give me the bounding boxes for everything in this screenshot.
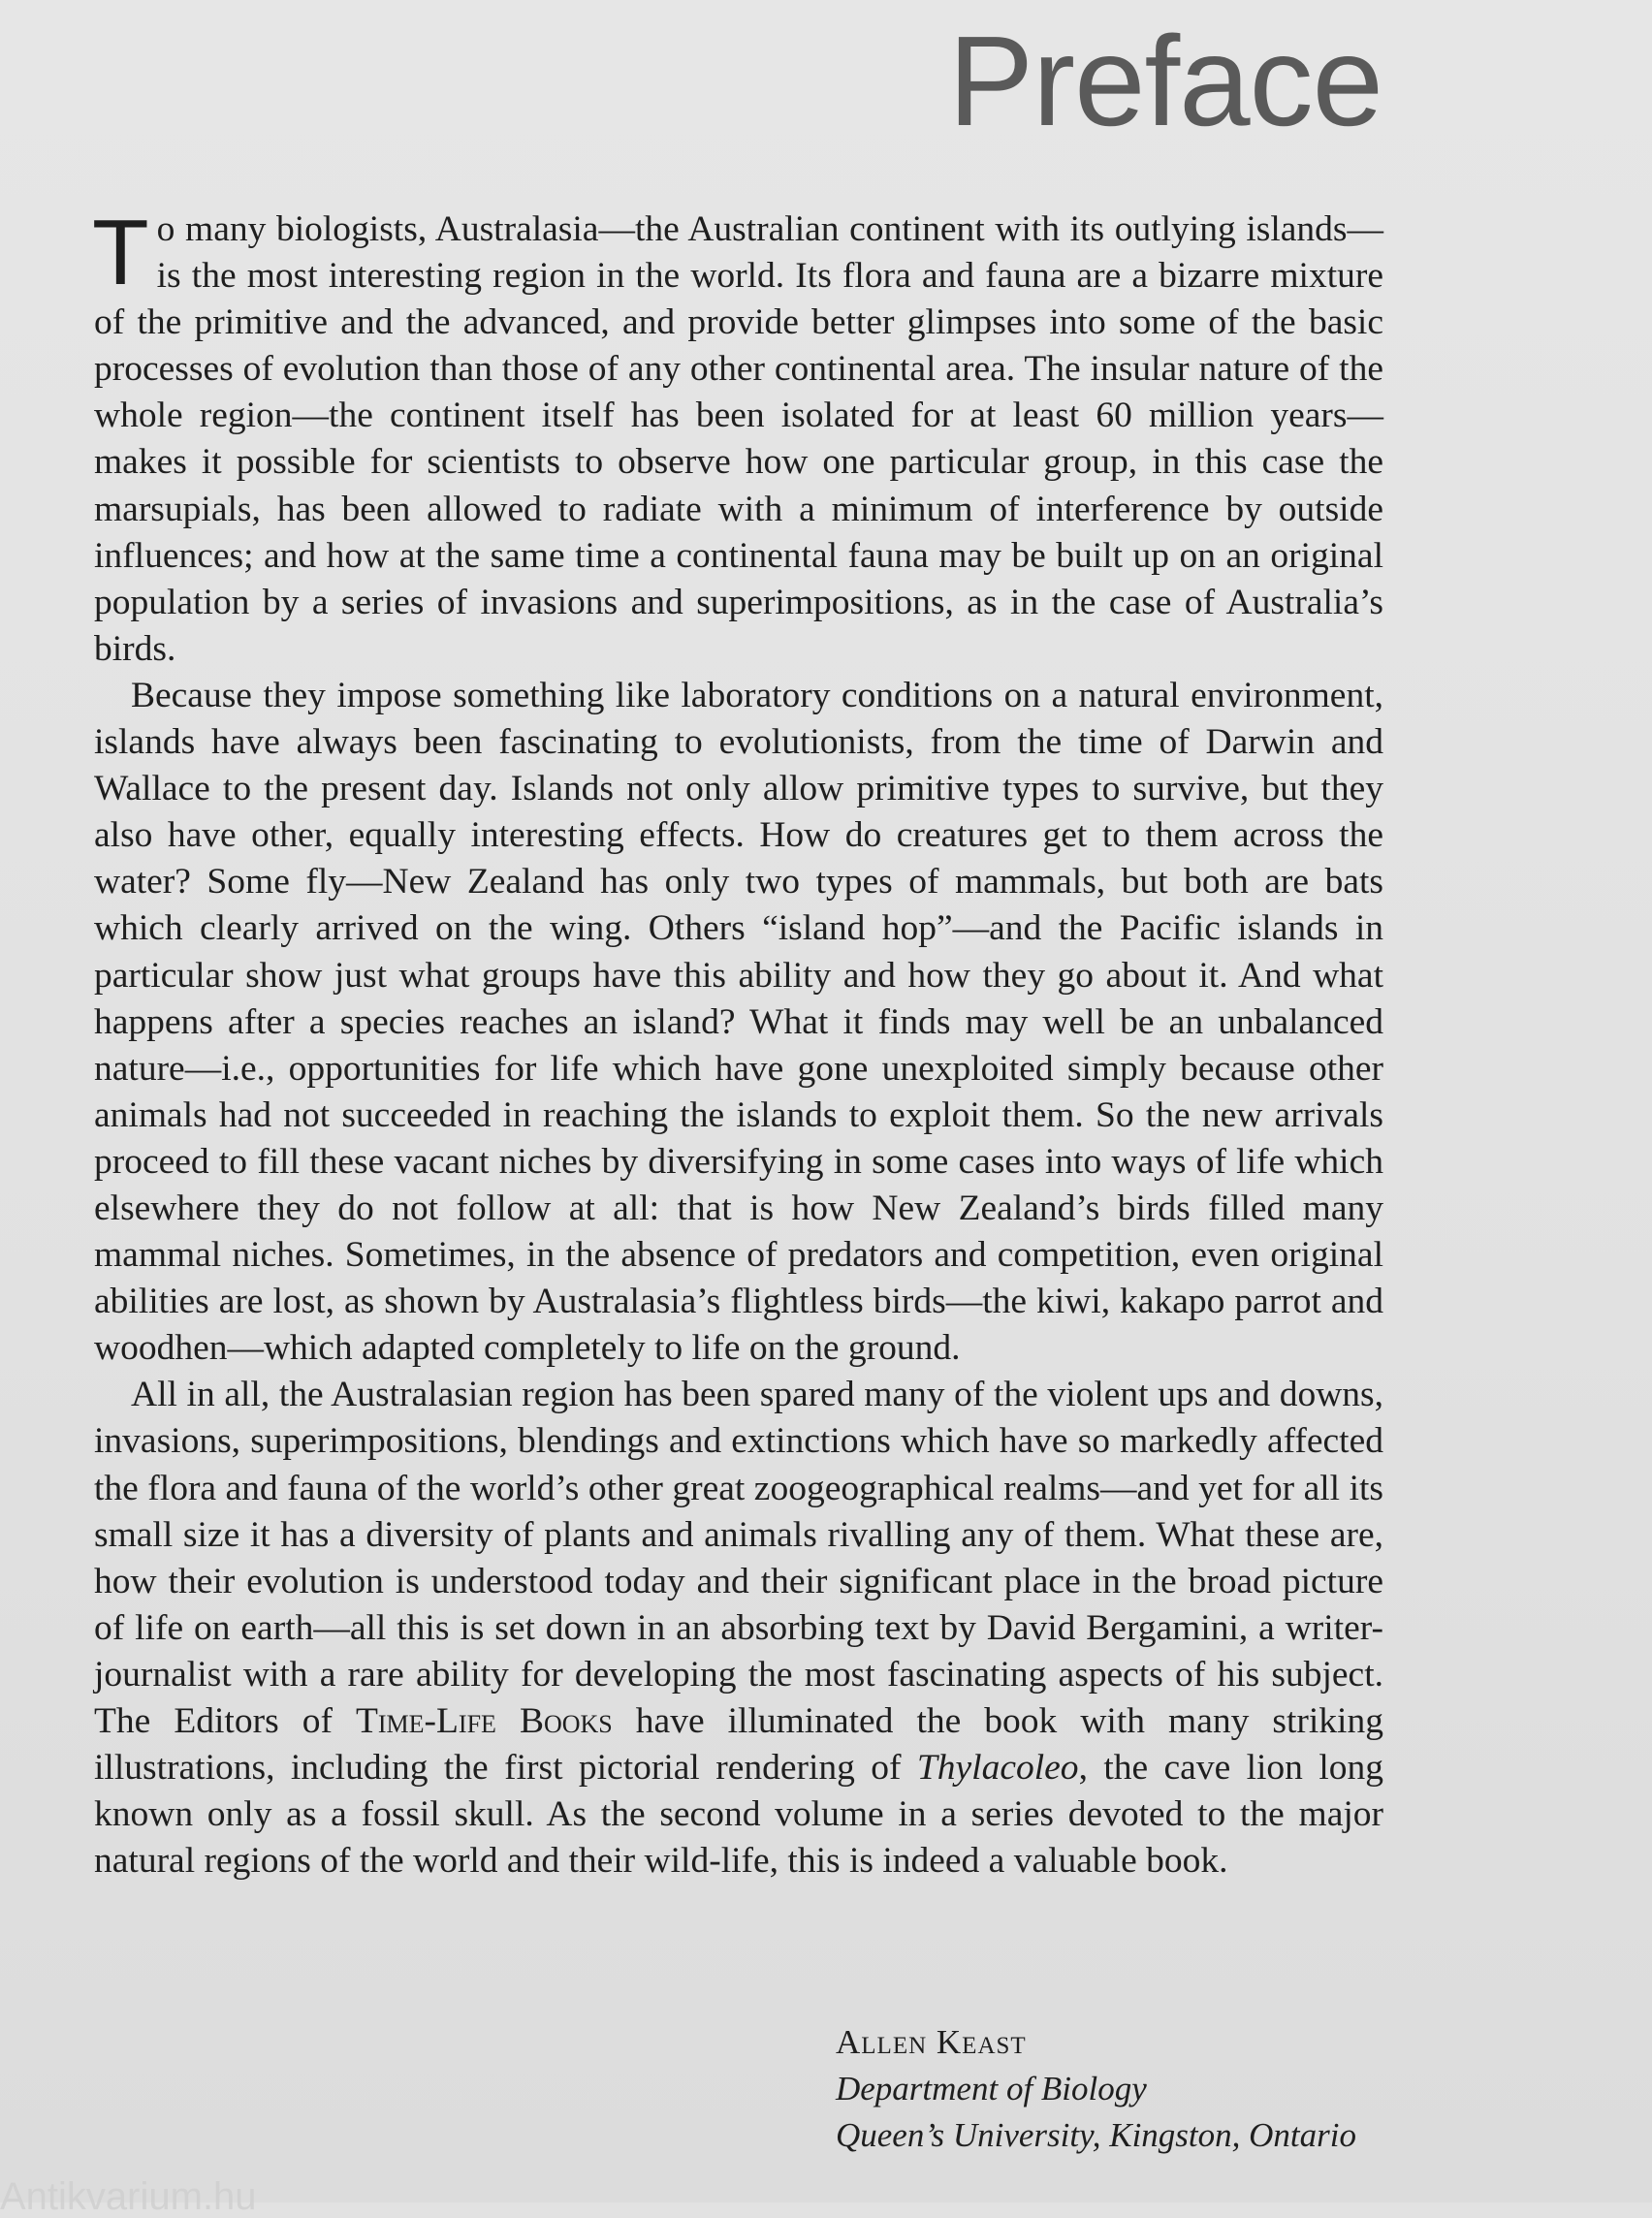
- paragraph-3: [94, 1372, 1383, 1885]
- author-affiliation: Queen’s University, Kingston, Ontario: [836, 2116, 1356, 2154]
- author-location: Kingston, Ontario: [1109, 2116, 1356, 2154]
- author-university: Queen’s University: [836, 2116, 1093, 2154]
- page-title: Preface: [948, 10, 1382, 152]
- species-name: Thylacoleo: [916, 1748, 1079, 1789]
- paragraph-3-text-before: All in all, the Australasian region has been spared many of the violent ups and downs, invasions, superimpositions, blendings and extinctions which have so markedly affected the flora and fauna of the world’s other great zoogeographical realms—and yet for all its small size it has a diversity of plants and animals rivalling any of them. What these are, how their evolution is understood today and their significant place in the broad picture of life on earth—all this is set down in an absorbing text by David Bergamini, a writer-journalist with a rare ability for developing the most fascinating aspects of his subject. The Editors of: [94, 1375, 1383, 1741]
- watermark: Antikvarium.hu: [0, 2175, 257, 2218]
- paragraph-2: Because they impose something like laboratory conditions on a natural environment, islands have always been fascinating to evolutionists, from the time of Darwin and Wallace to the present day. Islands not only allow primitive types to survive, but they also have other, equally interesting effects. How do creatures get to them across the water? Some fly—New Zealand has only two types of mammals, but both are bats which clearly arrived on the wing. Others “island hop”—and the Pacific islands in particular show just what groups have this ability and how they go about it. And what happens after a species reaches an island? What it finds may well be an unbalanced nature—i.e., opportunities for life which have gone unexploited simply because other animals had not succeeded in reaching the islands to exploit them. So the new arrivals proceed to fill these vacant niches by diversifying in some cases into ways of life which elsewhere they do not follow at all: that is how New Zealand’s birds filled many mammal niches. Sometimes, in the absence of predators and competition, even original abilities are lost, as shown by Australasia’s flightless birds—the kiwi, kakapo parrot and woodhen—which adapted completely to life on the ground.: [94, 675, 1383, 1369]
- paragraph-1-text: o many biologists, Australasia—the Australian continent with its outlying islands—is the most interesting region in the world. Its flora and fauna are a bizarre mixture of the primitive and the advanced, and provide better glimpses into some of the basic processes of evolution than those of any other continental area. The insular nature of the whole region—the continent itself has been isolated for at least 60 million years—makes it possible for scientists to observe how one particular group, in this case the marsupials, has been allowed to radiate with a minimum of interference by outside influences; and how at the same time a continental fauna may be built up on an original population by a series of invasions and superimpositions, as in the case of Australia’s birds.: [94, 209, 1383, 669]
- paragraph-3-text-middle: have illuminated the book with many striking illustrations, including the first pictorial rendering of: [94, 1701, 1383, 1789]
- publisher-name: Time-Life Books: [355, 1701, 613, 1741]
- preface-body: [92, 201, 1383, 1885]
- author-department: Department of Biology: [836, 2070, 1147, 2107]
- paragraph-1: [92, 201, 1383, 673]
- author-signature: [836, 2019, 1356, 2159]
- drop-cap: T: [92, 201, 149, 304]
- paragraph-3-text-after: , the cave lion long known only as a fossil skull. As the second volume in a series devoted to the major natural regions of the world and their wild-life, this is indeed a valuable book.: [94, 1748, 1383, 1882]
- author-name: Allen Keast: [836, 2023, 1027, 2061]
